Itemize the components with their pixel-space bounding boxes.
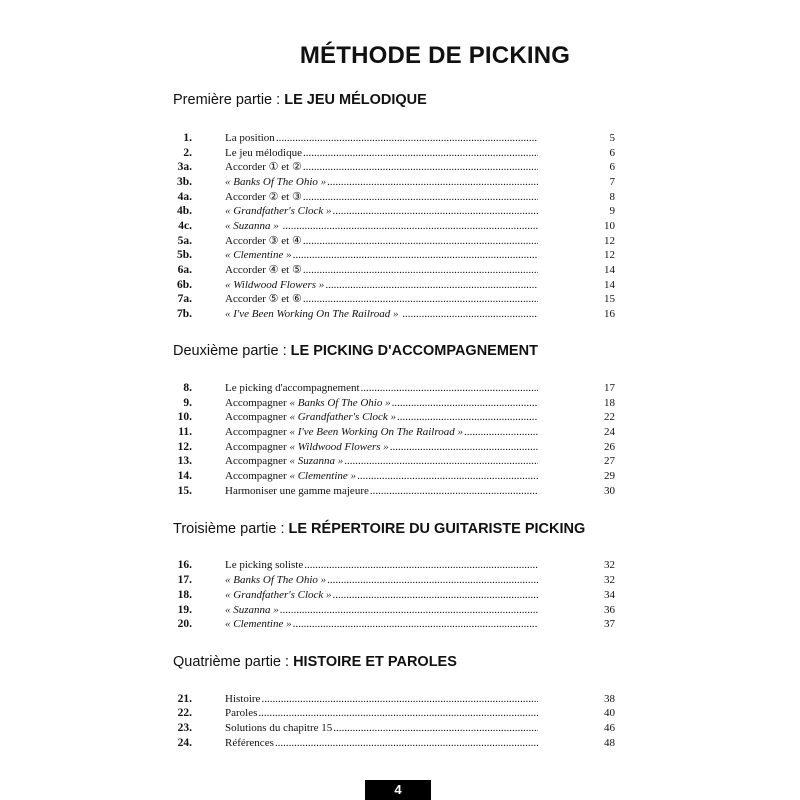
entry-number: 5a. bbox=[177, 235, 192, 247]
entry-title bbox=[225, 692, 538, 706]
entry-page: 22 bbox=[604, 411, 615, 423]
entry-title bbox=[225, 219, 538, 233]
entry-song: « I've Been Working On The Railroad » bbox=[225, 308, 402, 320]
entry-number: 3a. bbox=[177, 161, 192, 173]
entry-title bbox=[225, 396, 538, 410]
page-number-badge: 4 bbox=[365, 780, 431, 800]
entry-number: 10. bbox=[177, 411, 192, 423]
entry-title bbox=[225, 706, 538, 720]
entry-title bbox=[225, 131, 538, 145]
toc-entry bbox=[0, 381, 800, 395]
toc-entry bbox=[0, 454, 800, 468]
entry-page: 14 bbox=[604, 279, 615, 291]
toc-entry bbox=[0, 692, 800, 706]
entry-title bbox=[225, 588, 538, 602]
entry-page: 14 bbox=[604, 264, 615, 276]
entry-text: Références bbox=[225, 737, 274, 749]
entry-text: Accompagner bbox=[225, 411, 290, 423]
toc-entry bbox=[0, 706, 800, 720]
entry-page: 16 bbox=[604, 308, 615, 320]
toc-entry bbox=[0, 131, 800, 145]
entry-song: « Banks Of The Ohio » bbox=[289, 397, 391, 409]
entry-page: 12 bbox=[604, 249, 615, 261]
entry-number: 21. bbox=[177, 693, 192, 705]
toc-entry bbox=[0, 573, 800, 587]
entry-song: « Suzanna » bbox=[225, 220, 282, 232]
part-name: LE RÉPERTOIRE DU GUITARISTE PICKING bbox=[288, 521, 586, 537]
entry-title bbox=[225, 484, 538, 498]
part-prefix: Première partie : bbox=[173, 92, 285, 108]
entry-song: « Grandfather's Clock » bbox=[225, 205, 332, 217]
entry-title bbox=[225, 146, 538, 160]
entry-page: 32 bbox=[604, 574, 615, 586]
entry-song: « Suzanna » bbox=[225, 604, 279, 616]
entry-text: Harmoniser une gamme majeure bbox=[225, 485, 369, 497]
entry-page: 8 bbox=[609, 191, 615, 203]
entry-text: Accorder ① et ② bbox=[225, 161, 302, 173]
entry-title bbox=[225, 204, 538, 218]
entry-number: 18. bbox=[177, 589, 192, 601]
entry-title bbox=[225, 278, 538, 292]
toc-entry bbox=[0, 410, 800, 424]
entry-number: 22. bbox=[177, 707, 192, 719]
entry-title bbox=[225, 721, 538, 735]
entry-number: 24. bbox=[177, 737, 192, 749]
toc-entry bbox=[0, 440, 800, 454]
part-name: HISTOIRE ET PAROLES bbox=[293, 654, 457, 670]
entry-page: 18 bbox=[604, 397, 615, 409]
entry-text: Accompagner bbox=[225, 397, 290, 409]
entry-title bbox=[225, 425, 538, 439]
entry-song: « Wildwood Flowers » bbox=[225, 279, 325, 291]
part-heading bbox=[173, 521, 585, 537]
entry-title bbox=[225, 736, 538, 750]
entry-number: 4c. bbox=[178, 220, 192, 232]
entry-text: Histoire bbox=[225, 693, 261, 705]
entry-page: 6 bbox=[609, 161, 615, 173]
entry-song: « Clementine » bbox=[225, 249, 292, 261]
toc-entry bbox=[0, 307, 800, 321]
toc-entry bbox=[0, 558, 800, 572]
entry-page: 37 bbox=[604, 618, 615, 630]
entry-title bbox=[225, 603, 538, 617]
entry-title bbox=[225, 175, 538, 189]
entry-title bbox=[225, 454, 538, 468]
entry-text: Paroles bbox=[225, 707, 258, 719]
entry-title bbox=[225, 381, 538, 395]
toc-entry bbox=[0, 234, 800, 248]
page-title: MÉTHODE DE PICKING bbox=[299, 42, 571, 69]
entry-page: 36 bbox=[604, 604, 615, 616]
toc-entry bbox=[0, 469, 800, 483]
entry-number: 8. bbox=[183, 382, 192, 394]
toc-entry bbox=[0, 263, 800, 277]
toc-entry bbox=[0, 204, 800, 218]
part-heading bbox=[173, 92, 427, 108]
entry-number: 4a. bbox=[177, 191, 192, 203]
entry-page: 27 bbox=[604, 455, 615, 467]
entry-text: Accompagner bbox=[225, 426, 290, 438]
entry-song: « Grandfather's Clock » bbox=[289, 411, 396, 423]
part-heading bbox=[173, 343, 538, 359]
entry-song: « Banks Of The Ohio » bbox=[225, 574, 327, 586]
toc-entry bbox=[0, 175, 800, 189]
part-name: LE JEU MÉLODIQUE bbox=[284, 92, 427, 108]
entry-title bbox=[225, 469, 538, 483]
entry-page: 9 bbox=[609, 205, 615, 217]
entry-page: 32 bbox=[604, 559, 615, 571]
toc-entry bbox=[0, 617, 800, 631]
entry-number: 2. bbox=[183, 147, 192, 159]
toc-entry bbox=[0, 736, 800, 750]
part-name: LE PICKING D'ACCOMPAGNEMENT bbox=[290, 343, 538, 359]
part-heading bbox=[173, 654, 457, 670]
entry-text: Accorder ⑤ et ⑥ bbox=[225, 293, 302, 305]
entry-text: Le picking soliste bbox=[225, 559, 304, 571]
entry-text: Le picking d'accompagnement bbox=[225, 382, 360, 394]
entry-page: 6 bbox=[609, 147, 615, 159]
entry-number: 4b. bbox=[176, 205, 192, 217]
toc-entry bbox=[0, 190, 800, 204]
part-prefix: Deuxième partie : bbox=[173, 343, 291, 359]
entry-page: 48 bbox=[604, 737, 615, 749]
entry-text: Accompagner bbox=[225, 455, 290, 467]
entry-number: 13. bbox=[177, 455, 192, 467]
entry-number: 9. bbox=[183, 397, 192, 409]
part-prefix: Quatrième partie : bbox=[173, 654, 294, 670]
entry-page: 24 bbox=[604, 426, 615, 438]
entry-number: 20. bbox=[177, 618, 192, 630]
entry-text: Solutions du chapitre 15 bbox=[225, 722, 333, 734]
entry-text: La position bbox=[225, 132, 275, 144]
entry-song: « Banks Of The Ohio » bbox=[225, 176, 327, 188]
entry-song: « Wildwood Flowers » bbox=[289, 441, 389, 453]
entry-number: 7b. bbox=[176, 308, 192, 320]
entry-page: 10 bbox=[604, 220, 615, 232]
entry-page: 17 bbox=[604, 382, 615, 394]
entry-number: 6b. bbox=[176, 279, 192, 291]
entry-title bbox=[225, 558, 538, 572]
toc-entry bbox=[0, 425, 800, 439]
entry-text: Accorder ② et ③ bbox=[225, 191, 302, 203]
entry-page: 26 bbox=[604, 441, 615, 453]
entry-number: 17. bbox=[177, 574, 192, 586]
entry-song: « I've Been Working On The Railroad » bbox=[289, 426, 463, 438]
toc-entry bbox=[0, 588, 800, 602]
entry-number: 16. bbox=[177, 559, 192, 571]
entry-number: 23. bbox=[177, 722, 192, 734]
entry-page: 5 bbox=[609, 132, 615, 144]
entry-page: 38 bbox=[604, 693, 615, 705]
entry-title bbox=[225, 248, 538, 262]
toc-entry bbox=[0, 603, 800, 617]
entry-song: « Grandfather's Clock » bbox=[225, 589, 332, 601]
entry-page: 29 bbox=[604, 470, 615, 482]
entry-text: Accorder ④ et ⑤ bbox=[225, 264, 302, 276]
toc-entry bbox=[0, 721, 800, 735]
entry-title bbox=[225, 292, 538, 306]
entry-title bbox=[225, 263, 538, 277]
entry-song: « Clementine » bbox=[225, 618, 292, 630]
entry-title bbox=[225, 410, 538, 424]
entry-title bbox=[225, 440, 538, 454]
entry-song: « Clementine » bbox=[289, 470, 357, 482]
toc-entry bbox=[0, 146, 800, 160]
toc-entry bbox=[0, 278, 800, 292]
entry-title bbox=[225, 617, 538, 631]
entry-song: « Suzanna » bbox=[289, 455, 344, 467]
entry-page: 40 bbox=[604, 707, 615, 719]
entry-text: Le jeu mélodique bbox=[225, 147, 302, 159]
entry-text: Accompagner bbox=[225, 470, 290, 482]
entry-text: Accompagner bbox=[225, 441, 290, 453]
entry-number: 15. bbox=[177, 485, 192, 497]
entry-page: 7 bbox=[609, 176, 615, 188]
entry-page: 34 bbox=[604, 589, 615, 601]
entry-number: 7a. bbox=[177, 293, 192, 305]
toc-entry bbox=[0, 160, 800, 174]
entry-text: Accorder ③ et ④ bbox=[225, 235, 302, 247]
entry-title bbox=[225, 234, 538, 248]
entry-page: 12 bbox=[604, 235, 615, 247]
toc-entry bbox=[0, 292, 800, 306]
entry-number: 19. bbox=[177, 604, 192, 616]
entry-number: 12. bbox=[177, 441, 192, 453]
entry-page: 15 bbox=[604, 293, 615, 305]
entry-number: 3b. bbox=[176, 176, 192, 188]
entry-title bbox=[225, 307, 538, 321]
entry-number: 1. bbox=[183, 132, 192, 144]
toc-entry bbox=[0, 396, 800, 410]
toc-entry bbox=[0, 484, 800, 498]
entry-number: 6a. bbox=[177, 264, 192, 276]
entry-number: 5b. bbox=[176, 249, 192, 261]
entry-page: 30 bbox=[604, 485, 615, 497]
toc-entry bbox=[0, 248, 800, 262]
entry-title bbox=[225, 573, 538, 587]
entry-title bbox=[225, 190, 538, 204]
part-prefix: Troisième partie : bbox=[173, 521, 289, 537]
entry-title bbox=[225, 160, 538, 174]
entry-number: 11. bbox=[178, 426, 192, 438]
toc-entry bbox=[0, 219, 800, 233]
entry-number: 14. bbox=[177, 470, 192, 482]
entry-page: 46 bbox=[604, 722, 615, 734]
